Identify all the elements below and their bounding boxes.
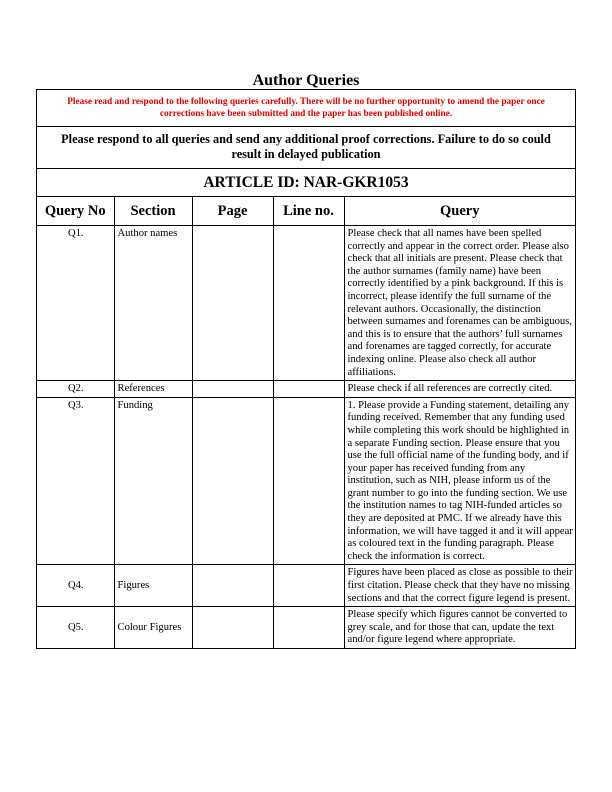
column-header-query-no: Query No bbox=[37, 197, 114, 226]
table-header-row bbox=[37, 197, 575, 226]
table-row bbox=[37, 397, 575, 565]
query-line bbox=[273, 607, 344, 648]
queries-frame bbox=[36, 89, 576, 649]
table-row bbox=[37, 381, 575, 398]
column-header-page: Page bbox=[192, 197, 273, 226]
query-text: Please specify which figures cannot be converted to grey scale, and for those that can, update the text and/or figure legend where appropriate. bbox=[347, 609, 568, 646]
table-row bbox=[37, 226, 575, 381]
query-line bbox=[273, 381, 344, 398]
table-row bbox=[37, 607, 575, 648]
query-text: Please check if all references are correctly cited. bbox=[344, 381, 575, 398]
query-section: Funding bbox=[114, 397, 192, 565]
query-line bbox=[273, 565, 344, 607]
query-page bbox=[192, 565, 273, 607]
query-section: Colour Figures bbox=[114, 607, 192, 648]
query-number: Q4. bbox=[37, 565, 114, 607]
table-row bbox=[37, 565, 575, 607]
query-page bbox=[192, 226, 273, 381]
column-header-section: Section bbox=[114, 197, 192, 226]
page-title: Author Queries bbox=[252, 72, 360, 89]
query-number: Q2. bbox=[37, 381, 114, 398]
instruction-notice: Please respond to all queries and send any additional proof corrections. Failure to do so could result in delayed publication bbox=[37, 127, 575, 169]
query-table bbox=[37, 197, 575, 648]
column-header-query: Query bbox=[344, 197, 575, 226]
query-section: Figures bbox=[114, 565, 192, 607]
query-section: References bbox=[114, 381, 192, 398]
column-header-line-no: Line no. bbox=[273, 197, 344, 226]
query-number: Q5. bbox=[37, 607, 114, 648]
query-line bbox=[273, 397, 344, 565]
query-section: Author names bbox=[114, 226, 192, 381]
warning-notice: Please read and respond to the following queries carefully. There will be no further opportunity to amend the paper once corrections have been submitted and the paper has been published online. bbox=[37, 90, 575, 127]
query-text: Please check that all names have been spelled correctly and appear in the correct order. Please also check that all initials are present. Please check that the author surnames (family name) have been correctly identified by a pink background. If this is incorrect, please identify the full surname of the relevant authors. Occasionally, the distinction between surnames and forenames can be ambiguous, and this is to ensure that the authors’ full surnames and forenames are tagged correctly, for accurate indexing online. Please also check all author affiliations. bbox=[344, 226, 575, 381]
query-line bbox=[273, 226, 344, 381]
query-number: Q3. bbox=[37, 397, 114, 565]
query-text: 1. Please provide a Funding statement, detailing any funding received. Remember that any funding used while completing this work should be highlighted in a separate Funding section. Please ensure that you use the full official name of the funding body, and if your paper has received funding from any institution, such as NIH, please inform us of the grant number to go into the funding section. We use the institution names to tag NIH-funded articles so they are deposited at PMC. If we already have this information, we will have tagged it and it will appear as coloured text in the funding paragraph. Please check the information is correct. bbox=[344, 397, 575, 565]
query-number: Q1. bbox=[37, 226, 114, 381]
article-id: ARTICLE ID: NAR-GKR1053 bbox=[37, 169, 575, 197]
query-page bbox=[192, 607, 273, 648]
query-page bbox=[192, 397, 273, 565]
query-text: Figures have been placed as close as possible to their first citation. Please check that they have no missing sections and that the correct figure legend is present. bbox=[344, 565, 575, 607]
query-page bbox=[192, 381, 273, 398]
